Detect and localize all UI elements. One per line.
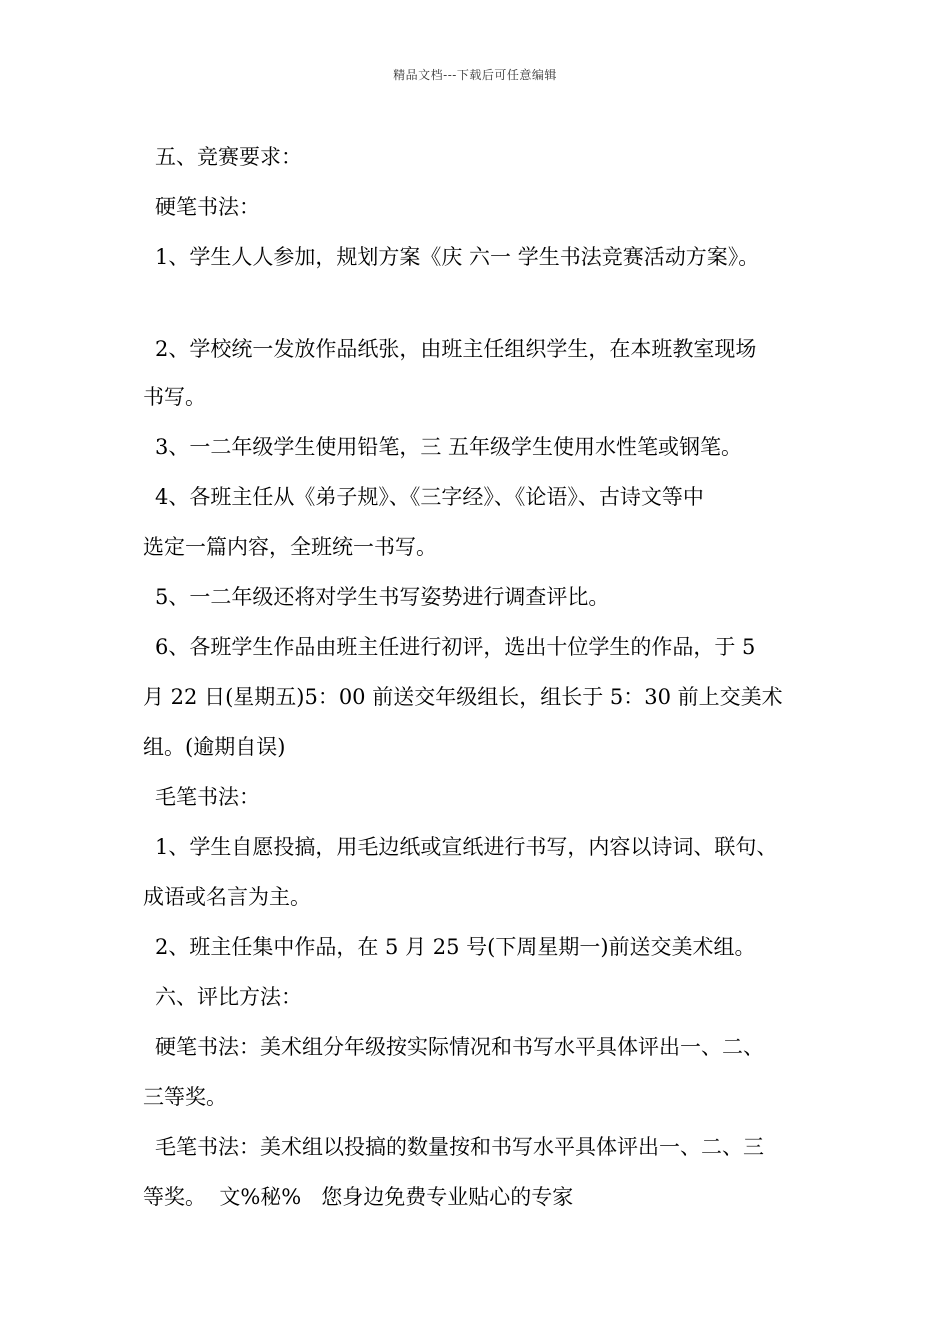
paragraph-line: 2、班主任集中作品，在 5 月 25 号(下周星期一)前送交美术组。 bbox=[155, 935, 756, 959]
paragraph-line-continued: 组。(逾期自误) bbox=[143, 735, 286, 759]
section-heading-requirements: 五、竞赛要求： bbox=[155, 145, 302, 169]
paragraph-line: 5、一二年级还将对学生书写姿势进行调查评比。 bbox=[155, 585, 610, 609]
paragraph-line-continued: 三等奖。 bbox=[143, 1085, 227, 1109]
paragraph-line: 毛笔书法：美术组以投搞的数量按和书写水平具体评出一、二、三 bbox=[155, 1135, 764, 1159]
paragraph-line: 3、一二年级学生使用铅笔，三 五年级学生使用水性笔或钢笔。 bbox=[155, 435, 743, 459]
paragraph-line: 2、学校统一发放作品纸张，由班主任组织学生，在本班教室现场 bbox=[155, 337, 757, 361]
paragraph-line-continued: 选定一篇内容，全班统一书写。 bbox=[143, 535, 437, 559]
paragraph-line: 4、各班主任从《弟子规》、《三字经》、《论语》、古诗文等中 bbox=[155, 485, 704, 509]
paragraph-line-continued: 书写。 bbox=[143, 385, 206, 409]
subheading-brush: 毛笔书法： bbox=[155, 785, 260, 809]
page-header: 精品文档---下载后可任意编辑 bbox=[393, 68, 557, 82]
paragraph-line-continued: 等奖。 文%秘% 您身边免费专业贴心的专家 bbox=[143, 1185, 574, 1209]
section-heading-evaluation: 六、评比方法： bbox=[155, 985, 302, 1009]
paragraph-line: 硬笔书法：美术组分年级按实际情况和书写水平具体评出一、二、 bbox=[155, 1035, 764, 1059]
paragraph-line-continued: 成语或名言为主。 bbox=[143, 885, 311, 909]
paragraph-line-continued: 月 22 日(星期五)5：00 前送交年级组长，组长于 5：30 前上交美术 bbox=[143, 685, 783, 709]
subheading-hard-pen: 硬笔书法： bbox=[155, 195, 260, 219]
paragraph-line: 1、学生人人参加，规划方案《庆 六一 学生书法竞赛活动方案》。 bbox=[155, 245, 760, 269]
paragraph-line: 6、各班学生作品由班主任进行初评，选出十位学生的作品，于 5 bbox=[155, 635, 756, 659]
paragraph-line: 1、学生自愿投搞，用毛边纸或宣纸进行书写，内容以诗词、联句、 bbox=[155, 835, 778, 859]
document-body bbox=[143, 132, 833, 1232]
